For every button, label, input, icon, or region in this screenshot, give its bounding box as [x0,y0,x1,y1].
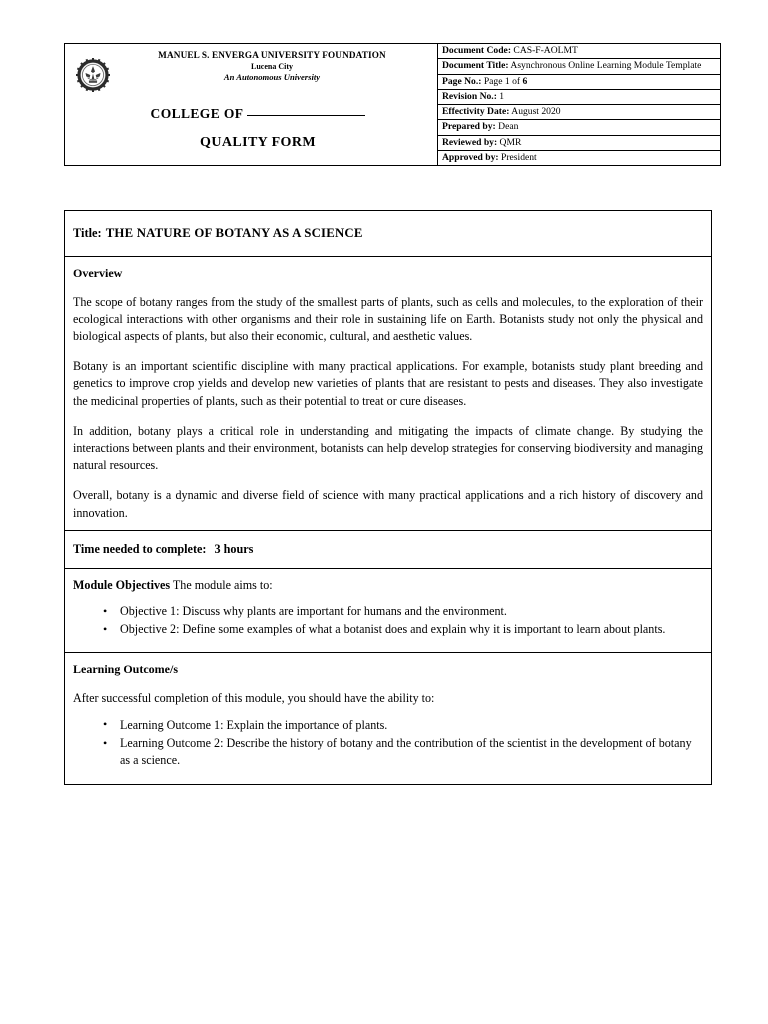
meta-label: Approved by: [442,151,499,163]
outcomes-intro: After successful completion of this module, you should have the ability to: [73,691,435,706]
objectives-heading-line [73,577,703,595]
meta-label: Revision No.: [442,90,497,102]
outcomes-list [73,717,703,770]
overview-paragraphs [73,294,703,522]
learning-outcomes-section [65,653,711,785]
objectives-intro: The module aims to: [172,577,273,592]
meta-row [438,150,720,165]
meta-label: Document Code: [442,45,512,56]
time-needed-section [65,531,711,569]
outcomes-heading: Learning Outcome/s [73,661,178,676]
overview-paragraph: Botany is an important scientific discipline with many practical applications. For example, botanists study plant breeding and genetics to improve crop yields and develop new varieties of plants that are resistant to pests and diseases. They also investigate the medicinal properties of plants, such as their potential to treat or cure diseases. [73,359,703,408]
time-needed-label: Time needed to complete: [73,541,207,556]
overview-section [65,257,711,531]
college-of-label: COLLEGE OF [150,106,244,121]
meta-row [438,44,720,59]
meta-value: 1 [496,90,505,102]
objective-item: • Objective 2: Define some examples of what a botanist does and explain why it is important to learn about plants. [103,621,703,638]
meta-row [438,135,720,150]
school-city: Lucena City [251,61,293,71]
meta-value: President [498,151,537,163]
seal-container [69,50,117,92]
meta-cell [438,89,720,104]
overview-heading: Overview [73,266,123,280]
module-objectives-section [65,569,711,653]
meta-cell [438,74,720,89]
document-header-table [64,43,721,166]
overview-paragraph: The scope of botany ranges from the study of the smallest parts of plants, such as cells and molecules, to the exploration of their ecological interactions with other organisms and their role in sustaining life on Earth. Botanists study not only the physical and biological aspects of plants, but also their economic, cultural, and aesthetic values. [73,294,703,344]
header-meta-cell [438,44,721,166]
meta-cell [438,44,720,59]
school-identity-block [69,50,433,92]
meta-row [438,74,720,89]
document-meta-table [438,44,720,165]
time-needed-value: 3 hours [214,541,254,556]
objective-item: • Objective 1: Discuss why plants are important for humans and the environment. [103,603,703,620]
overview-paragraph: In addition, botany plays a critical role in understanding and mitigating the impacts of climate change. By studying the interactions between plants and their environment, botanists can help develop strategies for conserving biodiversity and managing natural resources. [73,423,703,473]
title-label: Title: [73,226,102,240]
college-of-line [69,106,433,122]
meta-cell [438,105,720,120]
meta-value: QMR [497,136,522,148]
meta-row [438,59,720,74]
university-seal-icon [76,58,110,92]
quality-form-title: QUALITY FORM [200,135,316,150]
meta-value: Asynchronous Online Learning Module Template [508,60,702,72]
meta-value: Dean [495,121,519,133]
meta-label: Prepared by: [442,121,496,133]
meta-cell [438,120,720,135]
meta-row [438,105,720,120]
college-name-blank [247,115,365,116]
objectives-heading: Module Objectives [73,577,171,592]
school-name: MANUEL S. ENVERGA UNIVERSITY FOUNDATION [158,50,386,60]
objectives-list [73,603,703,638]
meta-row [438,89,720,104]
header-school-cell [65,44,438,166]
learning-outcome-item: • Learning Outcome 1: Explain the importance of plants. [103,717,703,734]
learning-outcome-item: • Learning Outcome 2: Describe the history of botany and the contribution of the scientist in the development of botany as a science. [103,735,703,769]
meta-value-emphasis: 6 [522,75,528,87]
meta-cell [438,59,720,74]
meta-label: Effectivity Date: [442,106,510,118]
module-title-section [65,211,711,257]
meta-label: Page No.: [442,75,482,87]
overview-paragraph: Overall, botany is a dynamic and diverse field of science with many practical applications and a rich history of discovery and innovation. [73,488,703,520]
school-tagline: An Autonomous University [223,71,321,82]
meta-cell [438,150,720,165]
module-title: THE NATURE OF BOTANY AS A SCIENCE [105,226,363,240]
meta-label: Reviewed by: [442,136,498,148]
meta-value: August 2020 [509,106,561,118]
meta-value: Page 1 of [481,75,523,87]
meta-row [438,120,720,135]
module-content-box [64,210,712,785]
school-names [117,50,433,83]
meta-cell [438,135,720,150]
meta-value: CAS-F-AOLMT [511,45,578,56]
meta-label: Document Title: [442,60,509,72]
